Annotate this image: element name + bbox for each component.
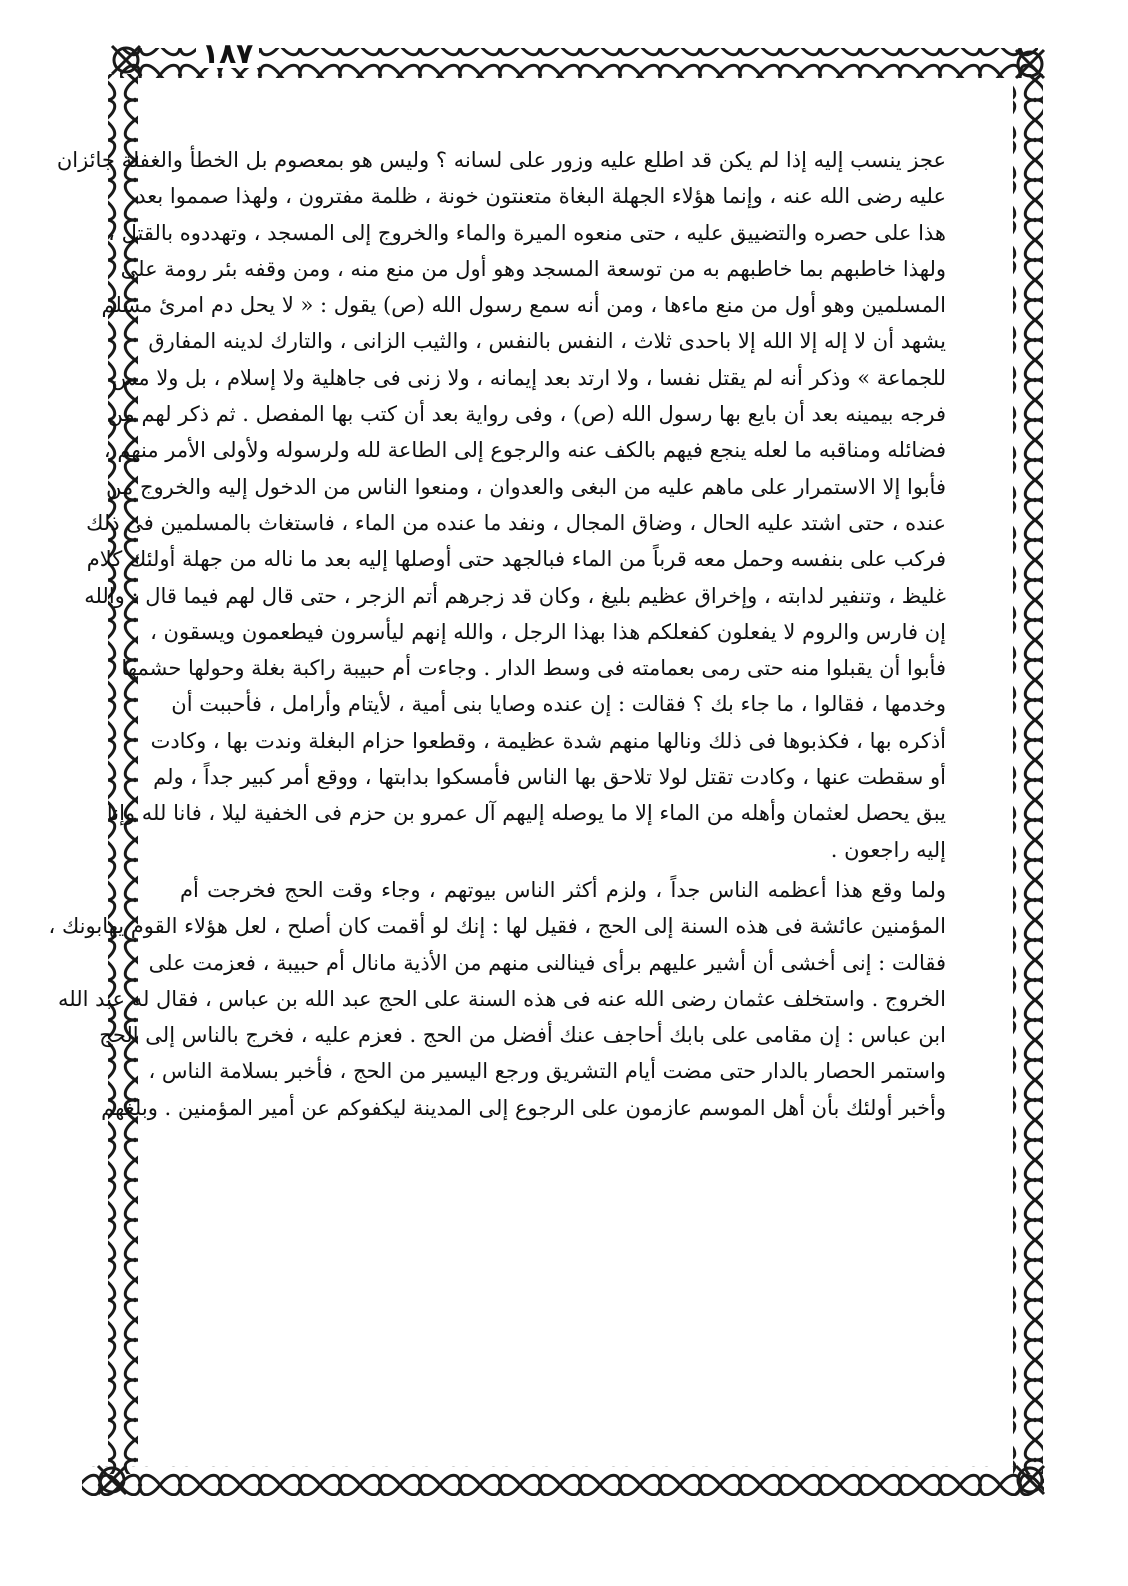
text-line: المؤمنين عائشة فى هذه السنة إلى الحج ، فقيل لها : إنك لو أقمت كان أصلح ، لعل هؤلاء القوم يهابونك ، (48, 914, 946, 939)
text-line: فرجه بيمينه بعد أن بايع بها رسول الله (ص) ، وفى رواية بعد أن كتب بها المفصل . ثم ذكر لهم من (107, 402, 946, 427)
text-line: فأبوا إلا الاستمرار على ماهم عليه من البغى والعدوان ، ومنعوا الناس من الدخول إليه والخروج من (106, 474, 946, 499)
text-line: فأبوا أن يقبلوا منه حتى رمى بعمامته فى وسط الدار . وجاءت أم حبيبة راكبة بغلة وحولها حشمها (121, 656, 946, 681)
border-bottom (82, 1466, 1044, 1496)
text-line: عجز ينسب إليه إذا لم يكن قد اطلع عليه وزور على لسانه ؟ وليس هو بمعصوم بل الخطأ والغفلة جائزان (56, 148, 946, 172)
text-line: عليه رضى الله عنه ، وإنما هؤلاء الجهلة البغاة متعنتون خونة ، ظلمة مفترون ، ولهذا صمموا بعد (136, 184, 946, 209)
text-line: هذا على حصره والتضييق عليه ، حتى منعوه الميرة والماء والخروج إلى المسجد ، وتهددوه بالقتل ، (108, 220, 946, 245)
text-line: ابن عباس : إن مقامى على بابك أحاجف عنك أفضل من الحج . فعزم عليه ، فخرج بالناس إلى الحج (99, 1023, 946, 1048)
text-line: فركب على بنفسه وحمل معه قرباً من الماء فبالجهد حتى أوصلها إليه بعد ما ناله من جهلة أولئك كلام (86, 547, 946, 572)
text-line: أو سقطت عنها ، وكادت تقتل لولا تلاحق بها الناس فأمسكوا بدابتها ، ووقع أمر كبير جداً ، ولم (153, 765, 946, 790)
text-line: وأخبر أولئك بأن أهل الموسم عازمون على الرجوع إلى المدينة ليكفوكم عن أمير المؤمنين . وبلغهم (101, 1095, 946, 1120)
text-line: أذكره بها ، فكذبوها فى ذلك ونالها منهم شدة عظيمة ، وقطعوا حزام البغلة وندت بها ، وكادت (150, 728, 946, 753)
paragraph-1 (56, 142, 946, 868)
text-line: غليظ ، وتنفير لدابته ، وإخراق عظيم بليغ ، وكان قد زجرهم أتم الزجر ، حتى قال لهم فيما قال : والله (84, 583, 946, 608)
text-line: فقالت : إنى أخشى أن أشير عليهم برأى فينالنى منهم من الأذية مانال أم حبيبة ، فعزمت على (148, 950, 946, 975)
text-line: يبق يحصل لعثمان وأهله من الماء إلا ما يوصله إليهم آل عمرو بن حزم فى الخفية ليلا ، فانا لله وإنا (106, 801, 946, 826)
text-line: إليه راجعون . (830, 837, 946, 862)
text-line: المسلمين وهو أول من منع ماءها ، ومن أنه سمع رسول الله (ص) يقول : « لا يحل دم امرئ مسلم (101, 293, 946, 318)
text-line: يشهد أن لا إله إلا الله إلا باحدى ثلاث ، النفس بالنفس ، والثيب الزانى ، والتارك لدينه المفارق (148, 329, 946, 354)
text-line: ولما وقع هذا أعظمه الناس جداً ، ولزم أكثر الناس بيوتهم ، وجاء وقت الحج فخرجت أم (180, 877, 946, 902)
border-right (1013, 74, 1043, 1474)
page-number: ١٨٧ (196, 40, 259, 68)
text-line: إن فارس والروم لا يفعلون كفعلكم هذا بهذا الرجل ، والله إنهم ليأسرون فيطعمون ويسقون ، (150, 619, 946, 644)
text-line: ولهذا خاطبهم بما خاطبهم به من توسعة المسجد وهو أول من منع منه ، ومن وقفه بئر رومة على (120, 256, 946, 281)
paragraph-2 (48, 872, 946, 1126)
text-line: واستمر الحصار بالدار حتى مضت أيام التشريق ورجع اليسير من الحج ، فأخبر بسلامة الناس ، (148, 1059, 946, 1084)
text-line: وخدمها ، فقالوا ، ما جاء بك ؟ فقالت : إن عنده وصايا بنى أمية ، لأيتام وأرامل ، فأحببت أن (171, 692, 946, 717)
page-body (48, 142, 946, 1126)
text-line: عنده ، حتى اشتد عليه الحال ، وضاق المجال ، ونفد ما عنده من الماء ، فاستغاث بالمسلمين فى ذلك (86, 510, 946, 535)
text-line: فضائله ومناقبه ما لعله ينجع فيهم بالكف عنه والرجوع إلى الطاعة لله ولرسوله ولأولى الأمر منهم ، (103, 438, 946, 463)
text-line: الخروج . واستخلف عثمان رضى الله عنه فى هذه السنة على الحج عبد الله بن عباس ، فقال له عبد الله (58, 986, 946, 1011)
text-line: للجماعة » وذكر أنه لم يقتل نفسا ، ولا ارتد بعد إيمانه ، ولا زنى فى جاهلية ولا إسلام ، بل ولا مس (111, 365, 946, 390)
